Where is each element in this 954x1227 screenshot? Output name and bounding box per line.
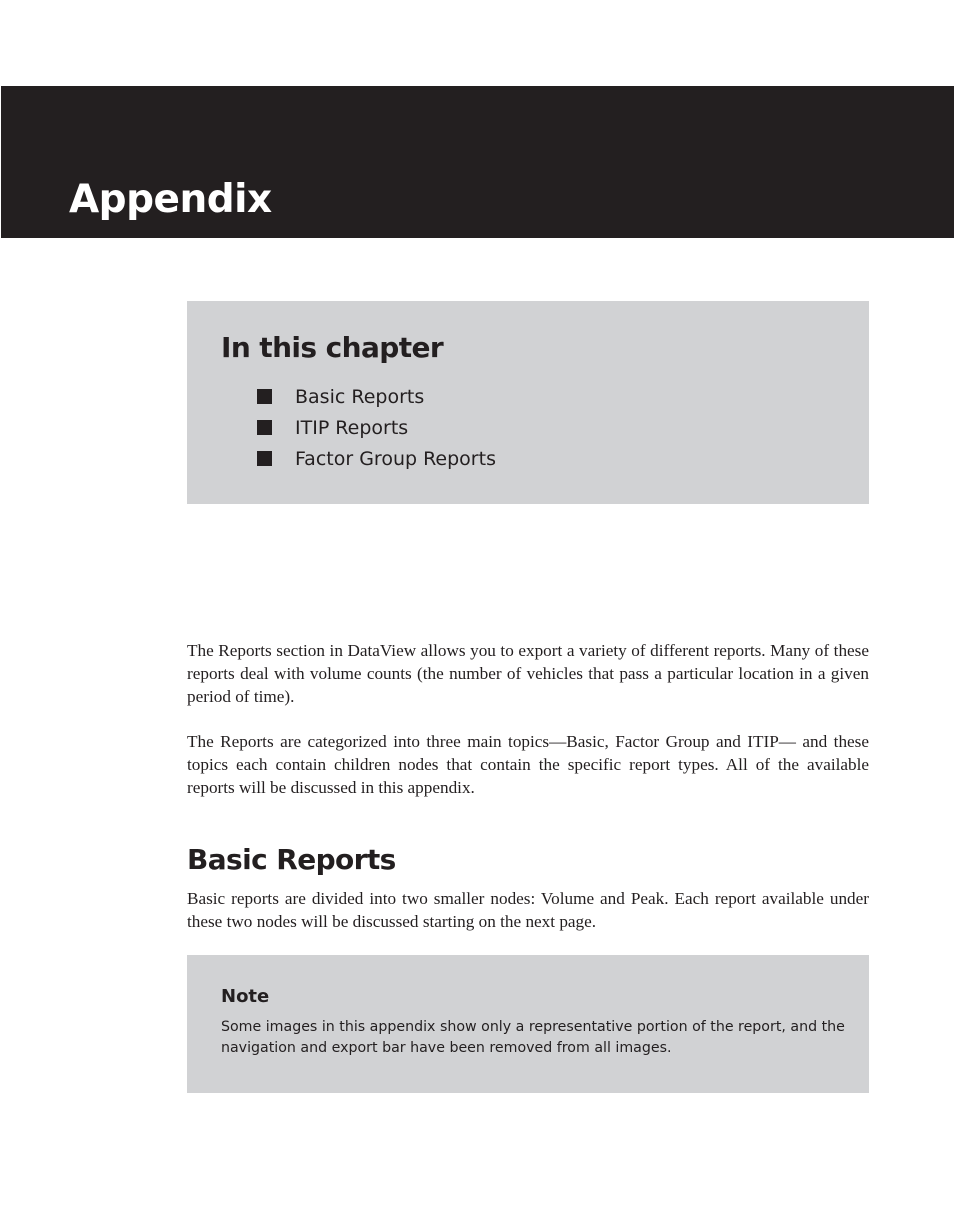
basic-reports-heading: Basic Reports <box>187 843 396 876</box>
intro-paragraph-1: The Reports section in DataView allows you to export a variety of different reports. Many of these reports deal with volume counts (the number of vehicles that pass a particular location in a given period of time). <box>187 641 869 706</box>
chapter-topics-list <box>257 381 496 474</box>
intro-paragraph-2: The Reports are categorized into three main topics—Basic, Factor Group and ITIP— and these topics each contain children nodes that contain the specific report types. All of the available reports will be discussed in this appendix. <box>187 732 869 797</box>
note-title: Note <box>221 986 270 1007</box>
note-text: Some images in this appendix show only a representative portion of the report, and the navigation and export bar have been removed from all images. <box>221 1019 845 1056</box>
square-bullet-icon <box>257 451 272 466</box>
chapter-topic-label: Factor Group Reports <box>295 447 496 470</box>
basic-reports-paragraph: Basic reports are divided into two smaller nodes: Volume and Peak. Each report available under these two nodes will be discussed starting on the next page. <box>187 889 869 931</box>
square-bullet-icon <box>257 389 272 404</box>
square-bullet-icon <box>257 420 272 435</box>
in-this-chapter-box <box>187 301 869 504</box>
chapter-topic-label: ITIP Reports <box>295 416 409 439</box>
chapter-topic-label: Basic Reports <box>295 385 425 408</box>
note-box <box>187 955 869 1093</box>
chapter-title: Appendix <box>69 177 272 222</box>
chapter-topic-itip-reports <box>257 412 496 443</box>
in-this-chapter-heading: In this chapter <box>221 331 444 364</box>
chapter-topic-factor-group-reports <box>257 443 496 474</box>
chapter-topic-basic-reports <box>257 381 496 412</box>
